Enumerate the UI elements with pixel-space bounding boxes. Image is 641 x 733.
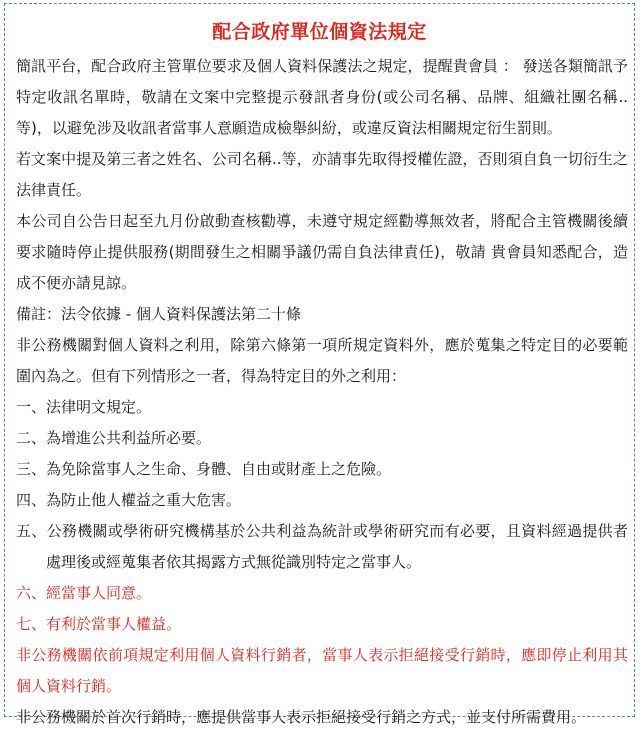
list-item-7: 七、有利於當事人權益。	[16, 615, 182, 633]
notice-panel	[4, 3, 635, 726]
list-item-6: 六、經當事人同意。	[16, 584, 152, 602]
paragraph-platform-reminder: 簡訊平台，配合政府主管單位要求及個人資料保護法之規定，提醒貴會員 ： 發送各類簡訊予特定收訊名單時，敬請在文案中完整提示發訊者身份(或公司名稱、品牌、組織社團名稱..等)，以避免涉及收訊者當事人意願造成檢舉糾紛，或違反資法相關規定衍生罰則。	[16, 57, 628, 137]
paragraph-legal-basis: 備註：法令依據 - 個人資料保護法第二十條	[16, 305, 301, 323]
paragraph-marketing-refusal: 非公務機關依前項規定利用個人資料行銷者，當事人表示拒絕接受行銷時，應即停止利用其個人資料行銷。	[16, 646, 628, 695]
notice-title: 配合政府單位個資法規定	[212, 21, 427, 43]
paragraph-third-party-authorization: 若文案中提及第三者之姓名、公司名稱..等，亦請事先取得授權佐證，否則須自負一切衍生之法律責任。	[16, 150, 628, 199]
list-item-3: 三、為免除當事人之生命、身體、自由或財產上之危險。	[16, 460, 392, 478]
notice-body	[16, 51, 628, 733]
paragraph-audit-announcement: 本公司自公告日起至九月份啟動查核勸導，未遵守規定經勸導無效者，將配合主管機關後續要求隨時停止提供服務(期間發生之相關爭議仍需自負法律責任)，敬請 貴會員知悉配合，造成不便亦請見諒。	[16, 212, 628, 292]
list-item-5: 五、公務機關或學術研究機構基於公共利益為統計或學術研究而有必要，且資料經過提供者處理後或經蒐集者依其揭露方式無從識別特定之當事人。	[16, 522, 628, 571]
list-item-2: 二、為增進公共利益所必要。	[16, 429, 212, 447]
paragraph-usage-scope: 非公務機關對個人資料之利用，除第六條第一項所規定資料外，應於蒐集之特定目的必要範圍內為之。但有下列情形之一者，得為特定目的外之利用：	[16, 336, 628, 385]
list-item-4: 四、為防止他人權益之重大危害。	[16, 491, 242, 509]
paragraph-first-marketing: 非公務機關於首次行銷時，應提供當事人表示拒絕接受行銷之方式，並支付所需費用。	[16, 708, 587, 726]
list-item-1: 一、法律明文規定。	[16, 398, 152, 416]
